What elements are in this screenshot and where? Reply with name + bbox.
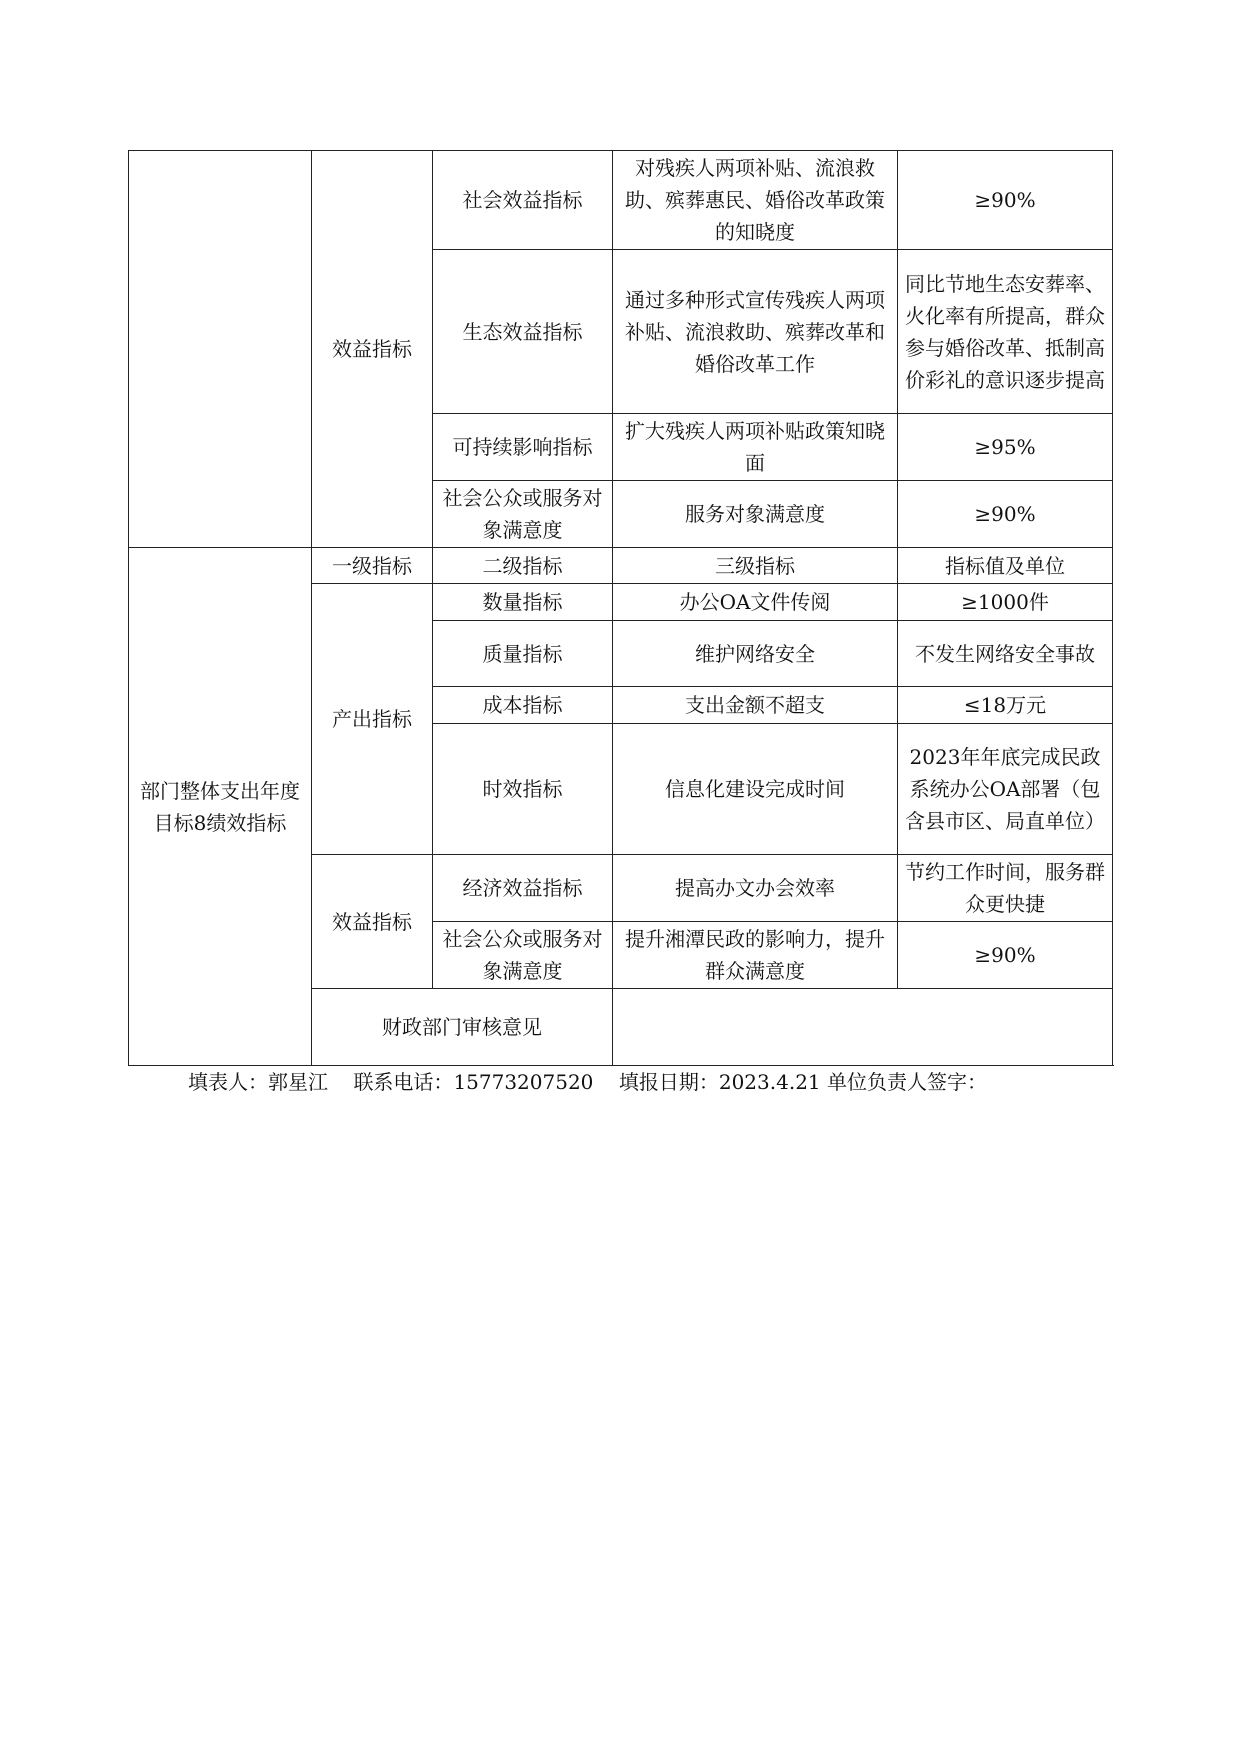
performance-indicator-table [128, 150, 1113, 1066]
level2-cell: 时效指标 [433, 724, 613, 855]
value-cell: ≥90% [898, 922, 1113, 989]
phone-number: 15773207520 [453, 1070, 594, 1094]
value-cell: 节约工作时间，服务群众更快捷 [898, 855, 1113, 922]
value-cell: ≥95% [898, 414, 1113, 481]
level3-cell: 支出金额不超支 [613, 687, 898, 724]
value-cell: ≤18万元 [898, 687, 1113, 724]
form-footer [188, 1068, 987, 1096]
signature-label: 单位负责人签字： [827, 1070, 988, 1094]
level3-cell: 信息化建设完成时间 [613, 724, 898, 855]
value-cell: ≥1000件 [898, 584, 1113, 621]
table-row [129, 151, 1113, 250]
header-level2: 二级指标 [433, 548, 613, 584]
review-label: 财政部门审核意见 [312, 989, 613, 1066]
date-label: 填报日期： [618, 1070, 719, 1094]
level3-cell: 服务对象满意度 [613, 481, 898, 548]
level3-cell: 对残疾人两项补贴、流浪救助、殡葬惠民、婚俗改革政策的知晓度 [613, 151, 898, 250]
level2-cell: 质量指标 [433, 621, 613, 687]
fill-date: 2023.4.21 [718, 1070, 821, 1094]
table-header-row [129, 548, 1113, 584]
target-label-cell: 部门整体支出年度目标8绩效指标 [129, 548, 312, 1066]
level3-cell: 提高办文办会效率 [613, 855, 898, 922]
header-level1: 一级指标 [312, 548, 433, 584]
level2-cell: 社会公众或服务对象满意度 [433, 922, 613, 989]
level2-cell: 社会公众或服务对象满意度 [433, 481, 613, 548]
level2-cell: 生态效益指标 [433, 250, 613, 414]
value-cell: 不发生网络安全事故 [898, 621, 1113, 687]
header-level3: 三级指标 [613, 548, 898, 584]
level2-cell: 数量指标 [433, 584, 613, 621]
phone-label: 联系电话： [353, 1070, 454, 1094]
level1-benefit-cell: 效益指标 [312, 855, 433, 989]
continued-section-cell [129, 151, 312, 548]
level1-benefit-cell: 效益指标 [312, 151, 433, 548]
value-cell: 同比节地生态安葬率、火化率有所提高，群众参与婚俗改革、抵制高价彩礼的意识逐步提高 [898, 250, 1113, 414]
level3-cell: 提升湘潭民政的影响力，提升群众满意度 [613, 922, 898, 989]
value-cell: ≥90% [898, 151, 1113, 250]
level1-output-cell: 产出指标 [312, 584, 433, 855]
level3-cell: 办公OA文件传阅 [613, 584, 898, 621]
level3-cell: 扩大残疾人两项补贴政策知晓面 [613, 414, 898, 481]
review-content [613, 989, 1113, 1066]
value-cell: 2023年年底完成民政系统办公OA部署（包含县市区、局直单位） [898, 724, 1113, 855]
level3-cell: 维护网络安全 [613, 621, 898, 687]
level3-cell: 通过多种形式宣传残疾人两项补贴、流浪救助、殡葬改革和婚俗改革工作 [613, 250, 898, 414]
level2-cell: 可持续影响指标 [433, 414, 613, 481]
filler-label: 填表人： [188, 1070, 268, 1094]
level2-cell: 社会效益指标 [433, 151, 613, 250]
level2-cell: 成本指标 [433, 687, 613, 724]
filler-name: 郭星江 [268, 1070, 328, 1094]
header-value: 指标值及单位 [898, 548, 1113, 584]
level2-cell: 经济效益指标 [433, 855, 613, 922]
value-cell: ≥90% [898, 481, 1113, 548]
